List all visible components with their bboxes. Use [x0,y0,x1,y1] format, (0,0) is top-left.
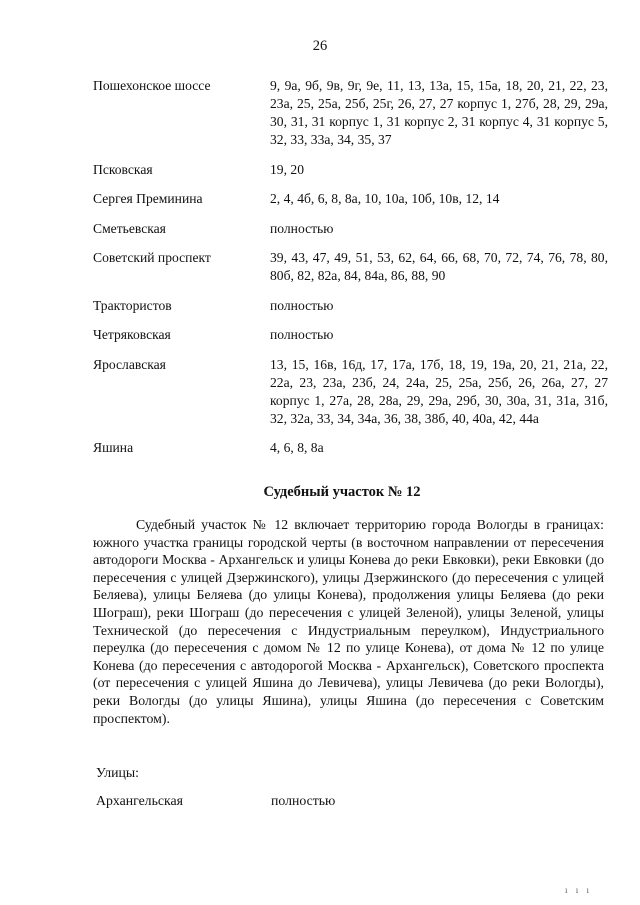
street-name: Сметьевская [93,220,166,236]
streets-heading: Улицы: [96,765,139,780]
street-name: Псковская [93,161,153,177]
street-row [93,297,608,315]
house-numbers: 13, 15, 16в, 16д, 17, 17а, 17б, 18, 19, 19а, 20, 21, 21а, 22, 22а, 23, 23а, 23б, 24, 24а, 25, 25а, 25б, 26, 26а, 27, 27 корпус 1, 27а, 28, 28а, 29, 29а, 29б, 30, 30а, 31, 31а, 31б, 32, 32а, 33, 34, 34а, 36, 38, 38б, 40, 40а, 42, 44а [270,356,608,426]
street-name: Пошехонское шоссе [93,78,211,93]
house-numbers: полностью [271,793,336,808]
street-name: Яшина [93,440,134,455]
street-row [93,220,608,238]
house-numbers: полностью [270,297,334,313]
page-number: 26 [312,38,328,54]
street-name: Архангельская [96,793,183,808]
section-title: Судебный участок № 12 [263,484,421,500]
street-row [93,326,608,344]
street-row [93,356,608,428]
section-paragraph: Судебный участок № 12 включает территорию города Вологды в границах: южного участка границы городской черты (в восточном направлении от пересечения автодороги Москва - Архангельск и улицы Конева до реки Евковки), реки Евковки (до пересечения с улицей Дзержинского), улицы Дзержинского (до пересечения с улицей Беляева), улицы Беляева (до улицы Конева), продолжения улицы Беляева (до реки Шограш), реки Шограш (до пересечения с улицей Зеленой), улицы Зеленой, улицы Технической (до пересечения с Индустриальным переулком), Индустриального переулка (до пересечения с домом № 12 по улице Конева), от дома № 12 по улице Конева (до пересечения с автодорогой Москва - Архангельск), Советского проспекта (от пересечения с улицей Яшина до Левичева), улицы Левичева (до реки Вологды), реки Вологды (до улицы Яшина), улицы Яшина (до пересечения с Советским проспектом). [93,517,604,726]
street-row [93,190,608,208]
house-numbers: 2, 4, 4б, 6, 8, 8а, 10, 10а, 10б, 10в, 12, 14 [270,191,500,206]
street-row [93,439,608,457]
house-numbers: 9, 9а, 9б, 9в, 9г, 9е, 11, 13, 13а, 15, 15а, 18, 20, 21, 22, 23, 23а, 25, 25а, 25б, 25г, 26, 27, 27 корпус 1, 27б, 28, 29, 29а, 30, 31, 31 корпус 1, 31 корпус 2, 31 корпус 4, 31 корпус 5, 32, 33, 33а, 34, 35, 37 [270,78,608,147]
street-name: Советский проспект [93,250,211,265]
house-numbers: полностью [270,327,334,342]
house-numbers: 39, 43, 47, 49, 51, 53, 62, 64, 66, 68, 70, 72, 74, 76, 78, 80, 80б, 82, 82а, 84, 84а, 86, 88, 90 [270,250,608,283]
house-numbers: полностью [270,220,334,236]
street-name: Трактористов [93,297,172,313]
street-row [96,793,566,809]
house-numbers: 19, 20 [270,161,304,177]
house-numbers: 4, 6, 8, 8а [270,440,324,455]
street-table [93,77,608,469]
street-row [93,161,608,179]
street-name: Ярославская [93,356,166,372]
street-row [93,77,608,149]
street-row [93,249,608,285]
corner-mark: ı ı ı [565,885,593,895]
street-name: Сергея Преминина [93,191,203,206]
street-name: Четряковская [93,327,171,342]
